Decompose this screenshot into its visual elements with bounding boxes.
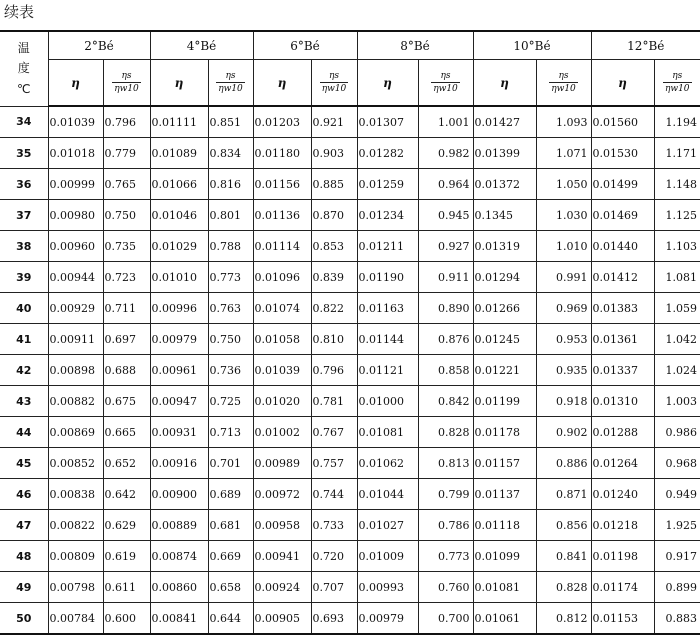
ratio-cell: 0.953 <box>536 324 591 355</box>
ratio-cell: 1.059 <box>654 293 700 324</box>
table-row <box>0 262 700 293</box>
viscosity-cell: 0.01029 <box>150 231 208 262</box>
viscosity-cell: 0.01009 <box>357 541 418 572</box>
ratio-cell: 0.842 <box>418 386 473 417</box>
ratio-cell: 1.071 <box>536 138 591 169</box>
viscosity-cell: 0.01218 <box>591 510 654 541</box>
ratio-cell: 0.700 <box>418 603 473 635</box>
viscosity-cell: 0.00809 <box>48 541 103 572</box>
viscosity-cell: 0.01427 <box>473 106 536 138</box>
ratio-cell: 1.001 <box>418 106 473 138</box>
ratio-numerator: ηs <box>431 70 460 83</box>
ratio-numerator: ηs <box>663 70 692 83</box>
group-header: 8°Bé <box>357 31 473 60</box>
ratio-cell: 0.681 <box>208 510 253 541</box>
viscosity-cell: 0.00916 <box>150 448 208 479</box>
ratio-cell: 1.103 <box>654 231 700 262</box>
viscosity-cell: 0.01178 <box>473 417 536 448</box>
ratio-cell: 0.611 <box>103 572 150 603</box>
ratio-cell: 1.003 <box>654 386 700 417</box>
ratio-cell: 1.125 <box>654 200 700 231</box>
viscosity-cell: 0.01282 <box>357 138 418 169</box>
ratio-cell: 0.773 <box>418 541 473 572</box>
ratio-denominator: ηw10 <box>664 84 690 94</box>
eta-header <box>150 60 208 107</box>
viscosity-cell: 0.01372 <box>473 169 536 200</box>
viscosity-cell: 0.00947 <box>150 386 208 417</box>
table-row <box>0 386 700 417</box>
ratio-cell: 0.642 <box>103 479 150 510</box>
temperature-cell: 47 <box>0 510 48 541</box>
ratio-cell: 1.042 <box>654 324 700 355</box>
table-row <box>0 324 700 355</box>
viscosity-cell: 0.01020 <box>253 386 311 417</box>
ratio-cell: 0.949 <box>654 479 700 510</box>
viscosity-cell: 0.00993 <box>357 572 418 603</box>
eta-header <box>48 60 103 107</box>
ratio-cell: 0.733 <box>311 510 357 541</box>
ratio-cell: 0.786 <box>418 510 473 541</box>
viscosity-cell: 0.01240 <box>591 479 654 510</box>
viscosity-cell: 0.01044 <box>357 479 418 510</box>
ratio-cell: 1.030 <box>536 200 591 231</box>
temperature-cell: 41 <box>0 324 48 355</box>
ratio-cell: 0.736 <box>208 355 253 386</box>
ratio-cell: 0.781 <box>311 386 357 417</box>
ratio-cell: 0.688 <box>103 355 150 386</box>
ratio-cell: 0.689 <box>208 479 253 510</box>
table-row <box>0 479 700 510</box>
viscosity-cell: 0.01061 <box>473 603 536 635</box>
ratio-numerator: ηs <box>112 70 141 83</box>
viscosity-cell: 0.01337 <box>591 355 654 386</box>
viscosity-cell: 0.01203 <box>253 106 311 138</box>
ratio-cell: 1.171 <box>654 138 700 169</box>
eta-symbol: η <box>500 75 509 90</box>
table-row <box>0 355 700 386</box>
ratio-cell: 0.765 <box>103 169 150 200</box>
ratio-cell: 0.921 <box>311 106 357 138</box>
eta-symbol: η <box>383 75 392 90</box>
eta-symbol: η <box>277 75 287 90</box>
viscosity-cell: 0.00979 <box>357 603 418 635</box>
ratio-cell: 0.991 <box>536 262 591 293</box>
ratio-cell: 1.081 <box>654 262 700 293</box>
viscosity-cell: 0.01153 <box>591 603 654 635</box>
ratio-cell: 0.839 <box>311 262 357 293</box>
viscosity-cell: 0.00958 <box>253 510 311 541</box>
ratio-cell: 0.834 <box>208 138 253 169</box>
viscosity-cell: 0.01469 <box>591 200 654 231</box>
viscosity-cell: 0.00911 <box>48 324 103 355</box>
viscosity-cell: 0.00852 <box>48 448 103 479</box>
table-row <box>0 603 700 635</box>
ratio-cell: 0.851 <box>208 106 253 138</box>
ratio-numerator: ηs <box>216 70 245 83</box>
header-row-sub <box>0 60 700 107</box>
temperature-cell: 40 <box>0 293 48 324</box>
viscosity-cell: 0.01010 <box>150 262 208 293</box>
ratio-cell: 0.890 <box>418 293 473 324</box>
viscosity-cell: 0.01136 <box>253 200 311 231</box>
viscosity-cell: 0.01294 <box>473 262 536 293</box>
viscosity-cell: 0.00874 <box>150 541 208 572</box>
ratio-cell: 0.816 <box>208 169 253 200</box>
viscosity-cell: 0.01144 <box>357 324 418 355</box>
ratio-cell: 0.629 <box>103 510 150 541</box>
eta-symbol: η <box>71 75 80 90</box>
ratio-cell: 0.713 <box>208 417 253 448</box>
ratio-numerator: ηs <box>549 70 578 83</box>
viscosity-cell: 0.00869 <box>48 417 103 448</box>
viscosity-cell: 0.01058 <box>253 324 311 355</box>
viscosity-cell: 0.01361 <box>591 324 654 355</box>
viscosity-cell: 0.01440 <box>591 231 654 262</box>
viscosity-cell: 0.00941 <box>253 541 311 572</box>
table-row <box>0 200 700 231</box>
ratio-cell: 0.927 <box>418 231 473 262</box>
ratio-cell: 0.720 <box>311 541 357 572</box>
ratio-cell: 1.194 <box>654 106 700 138</box>
viscosity-cell: 0.00999 <box>48 169 103 200</box>
viscosity-cell: 0.00784 <box>48 603 103 635</box>
ratio-cell: 0.828 <box>418 417 473 448</box>
ratio-cell: 0.903 <box>311 138 357 169</box>
viscosity-cell: 0.01499 <box>591 169 654 200</box>
temperature-cell: 34 <box>0 106 48 138</box>
ratio-cell: 0.801 <box>208 200 253 231</box>
viscosity-cell: 0.01137 <box>473 479 536 510</box>
ratio-cell: 0.813 <box>418 448 473 479</box>
ratio-cell: 0.796 <box>311 355 357 386</box>
ratio-header <box>536 60 591 107</box>
ratio-cell: 0.883 <box>654 603 700 635</box>
temperature-cell: 36 <box>0 169 48 200</box>
table-row <box>0 510 700 541</box>
viscosity-cell: 0.00924 <box>253 572 311 603</box>
viscosity-cell: 0.01288 <box>591 417 654 448</box>
viscosity-cell: 0.00972 <box>253 479 311 510</box>
ratio-cell: 0.918 <box>536 386 591 417</box>
viscosity-cell: 0.01319 <box>473 231 536 262</box>
viscosity-cell: 0.01530 <box>591 138 654 169</box>
ratio-denominator: ηw10 <box>551 84 576 94</box>
temperature-cell: 39 <box>0 262 48 293</box>
temperature-cell: 43 <box>0 386 48 417</box>
temperature-cell: 45 <box>0 448 48 479</box>
viscosity-cell: 0.00989 <box>253 448 311 479</box>
viscosity-cell: 0.01163 <box>357 293 418 324</box>
viscosity-cell: 0.00889 <box>150 510 208 541</box>
ratio-cell: 1.010 <box>536 231 591 262</box>
viscosity-table <box>0 30 700 635</box>
temperature-cell: 37 <box>0 200 48 231</box>
eta-header <box>473 60 536 107</box>
viscosity-cell: 0.01081 <box>357 417 418 448</box>
ratio-denominator: ηw10 <box>114 84 139 94</box>
table-row <box>0 293 700 324</box>
viscosity-cell: 0.01412 <box>591 262 654 293</box>
ratio-cell: 0.917 <box>654 541 700 572</box>
viscosity-cell: 0.01039 <box>253 355 311 386</box>
table-caption: 续表 <box>4 3 35 21</box>
table-row <box>0 417 700 448</box>
ratio-cell: 0.750 <box>208 324 253 355</box>
viscosity-cell: 0.01383 <box>591 293 654 324</box>
ratio-cell: 0.982 <box>418 138 473 169</box>
viscosity-cell: 0.01180 <box>253 138 311 169</box>
ratio-cell: 0.723 <box>103 262 150 293</box>
ratio-numerator: ηs <box>320 70 349 83</box>
viscosity-cell: 0.00929 <box>48 293 103 324</box>
ratio-denominator: ηw10 <box>218 84 243 94</box>
ratio-cell: 0.750 <box>103 200 150 231</box>
viscosity-cell: 0.01266 <box>473 293 536 324</box>
eta-header <box>591 60 654 107</box>
ratio-cell: 0.902 <box>536 417 591 448</box>
viscosity-cell: 0.01310 <box>591 386 654 417</box>
temperature-unit: ℃ <box>17 81 31 96</box>
viscosity-cell: 0.01062 <box>357 448 418 479</box>
ratio-cell: 0.652 <box>103 448 150 479</box>
ratio-cell: 0.644 <box>208 603 253 635</box>
table-row <box>0 541 700 572</box>
ratio-cell: 0.870 <box>311 200 357 231</box>
viscosity-cell: 0.01245 <box>473 324 536 355</box>
viscosity-cell: 0.01264 <box>591 448 654 479</box>
ratio-cell: 0.735 <box>103 231 150 262</box>
viscosity-cell: 0.01000 <box>357 386 418 417</box>
temperature-cell: 50 <box>0 603 48 635</box>
viscosity-cell: 0.00961 <box>150 355 208 386</box>
ratio-cell: 0.725 <box>208 386 253 417</box>
eta-symbol: η <box>618 75 627 90</box>
viscosity-cell: 0.01198 <box>591 541 654 572</box>
ratio-cell: 1.024 <box>654 355 700 386</box>
viscosity-cell: 0.00860 <box>150 572 208 603</box>
ratio-cell: 0.711 <box>103 293 150 324</box>
viscosity-cell: 0.01221 <box>473 355 536 386</box>
temperature-header <box>0 31 48 106</box>
eta-header <box>253 60 311 107</box>
ratio-cell: 0.701 <box>208 448 253 479</box>
ratio-cell: 0.986 <box>654 417 700 448</box>
ratio-cell: 1.050 <box>536 169 591 200</box>
ratio-fraction <box>431 70 460 95</box>
viscosity-cell: 0.00838 <box>48 479 103 510</box>
viscosity-cell: 0.01211 <box>357 231 418 262</box>
ratio-cell: 0.858 <box>418 355 473 386</box>
ratio-cell: 0.707 <box>311 572 357 603</box>
viscosity-cell: 0.00996 <box>150 293 208 324</box>
ratio-header <box>103 60 150 107</box>
ratio-cell: 0.969 <box>536 293 591 324</box>
temperature-cell: 38 <box>0 231 48 262</box>
ratio-cell: 0.697 <box>103 324 150 355</box>
viscosity-cell: 0.00798 <box>48 572 103 603</box>
table-row <box>0 448 700 479</box>
ratio-fraction <box>663 70 692 95</box>
ratio-cell: 0.828 <box>536 572 591 603</box>
ratio-cell: 0.763 <box>208 293 253 324</box>
ratio-cell: 0.796 <box>103 106 150 138</box>
viscosity-cell: 0.00980 <box>48 200 103 231</box>
ratio-cell: 0.935 <box>536 355 591 386</box>
viscosity-cell: 0.00944 <box>48 262 103 293</box>
viscosity-cell: 0.01018 <box>48 138 103 169</box>
viscosity-cell: 0.00841 <box>150 603 208 635</box>
ratio-cell: 0.853 <box>311 231 357 262</box>
ratio-cell: 0.693 <box>311 603 357 635</box>
viscosity-cell: 0.01234 <box>357 200 418 231</box>
group-header: 12°Bé <box>591 31 700 60</box>
ratio-header <box>654 60 700 107</box>
group-header: 4°Bé <box>150 31 253 60</box>
ratio-denominator: ηw10 <box>433 84 458 94</box>
table-body <box>0 106 700 634</box>
group-header: 6°Bé <box>253 31 357 60</box>
ratio-header <box>311 60 357 107</box>
viscosity-cell: 0.00898 <box>48 355 103 386</box>
ratio-cell: 0.658 <box>208 572 253 603</box>
viscosity-cell: 0.01399 <box>473 138 536 169</box>
viscosity-cell: 0.01157 <box>473 448 536 479</box>
ratio-cell: 0.885 <box>311 169 357 200</box>
ratio-cell: 0.876 <box>418 324 473 355</box>
ratio-denominator: ηw10 <box>321 84 347 94</box>
viscosity-cell: 0.00931 <box>150 417 208 448</box>
ratio-cell: 0.911 <box>418 262 473 293</box>
viscosity-cell: 0.01259 <box>357 169 418 200</box>
viscosity-cell: 0.00905 <box>253 603 311 635</box>
ratio-cell: 0.757 <box>311 448 357 479</box>
viscosity-cell: 0.01002 <box>253 417 311 448</box>
ratio-cell: 0.773 <box>208 262 253 293</box>
ratio-fraction <box>112 70 141 95</box>
ratio-cell: 0.856 <box>536 510 591 541</box>
viscosity-cell: 0.01081 <box>473 572 536 603</box>
viscosity-cell: 0.01114 <box>253 231 311 262</box>
ratio-cell: 0.812 <box>536 603 591 635</box>
temperature-cell: 48 <box>0 541 48 572</box>
ratio-cell: 0.619 <box>103 541 150 572</box>
ratio-cell: 0.669 <box>208 541 253 572</box>
ratio-cell: 1.148 <box>654 169 700 200</box>
ratio-cell: 0.744 <box>311 479 357 510</box>
viscosity-cell: 0.01118 <box>473 510 536 541</box>
viscosity-cell: 0.1345 <box>473 200 536 231</box>
ratio-cell: 0.899 <box>654 572 700 603</box>
viscosity-cell: 0.01089 <box>150 138 208 169</box>
table-row <box>0 106 700 138</box>
temperature-cell: 44 <box>0 417 48 448</box>
ratio-header <box>208 60 253 107</box>
eta-header <box>357 60 418 107</box>
ratio-fraction <box>216 70 245 95</box>
viscosity-cell: 0.00822 <box>48 510 103 541</box>
ratio-cell: 0.665 <box>103 417 150 448</box>
ratio-cell: 0.841 <box>536 541 591 572</box>
ratio-header <box>418 60 473 107</box>
viscosity-cell: 0.01560 <box>591 106 654 138</box>
viscosity-cell: 0.01156 <box>253 169 311 200</box>
viscosity-cell: 0.01307 <box>357 106 418 138</box>
ratio-fraction <box>320 70 349 95</box>
viscosity-cell: 0.01039 <box>48 106 103 138</box>
ratio-cell: 0.767 <box>311 417 357 448</box>
header-row-groups <box>0 31 700 60</box>
ratio-cell: 0.886 <box>536 448 591 479</box>
viscosity-cell: 0.01096 <box>253 262 311 293</box>
temperature-cell: 46 <box>0 479 48 510</box>
viscosity-cell: 0.01174 <box>591 572 654 603</box>
viscosity-cell: 0.01027 <box>357 510 418 541</box>
ratio-cell: 0.788 <box>208 231 253 262</box>
temperature-cell: 49 <box>0 572 48 603</box>
table-row <box>0 572 700 603</box>
table-row <box>0 138 700 169</box>
viscosity-cell: 0.01046 <box>150 200 208 231</box>
group-header: 2°Bé <box>48 31 150 60</box>
viscosity-cell: 0.00960 <box>48 231 103 262</box>
eta-symbol: η <box>174 75 184 90</box>
table-row <box>0 231 700 262</box>
table-row <box>0 169 700 200</box>
viscosity-cell: 0.01111 <box>150 106 208 138</box>
group-header: 10°Bé <box>473 31 591 60</box>
ratio-cell: 0.968 <box>654 448 700 479</box>
ratio-cell: 0.822 <box>311 293 357 324</box>
viscosity-cell: 0.00979 <box>150 324 208 355</box>
viscosity-cell: 0.01121 <box>357 355 418 386</box>
viscosity-cell: 0.01190 <box>357 262 418 293</box>
ratio-cell: 0.945 <box>418 200 473 231</box>
ratio-cell: 0.600 <box>103 603 150 635</box>
ratio-fraction <box>549 70 578 95</box>
ratio-cell: 0.760 <box>418 572 473 603</box>
temperature-header-label: 温度 <box>17 40 30 75</box>
viscosity-cell: 0.01074 <box>253 293 311 324</box>
temperature-cell: 35 <box>0 138 48 169</box>
ratio-cell: 1.925 <box>654 510 700 541</box>
temperature-cell: 42 <box>0 355 48 386</box>
viscosity-cell: 0.01066 <box>150 169 208 200</box>
ratio-cell: 0.871 <box>536 479 591 510</box>
ratio-cell: 0.675 <box>103 386 150 417</box>
viscosity-cell: 0.00882 <box>48 386 103 417</box>
ratio-cell: 0.799 <box>418 479 473 510</box>
viscosity-cell: 0.00900 <box>150 479 208 510</box>
viscosity-cell: 0.01199 <box>473 386 536 417</box>
ratio-cell: 1.093 <box>536 106 591 138</box>
ratio-cell: 0.810 <box>311 324 357 355</box>
viscosity-cell: 0.01099 <box>473 541 536 572</box>
ratio-cell: 0.779 <box>103 138 150 169</box>
ratio-cell: 0.964 <box>418 169 473 200</box>
